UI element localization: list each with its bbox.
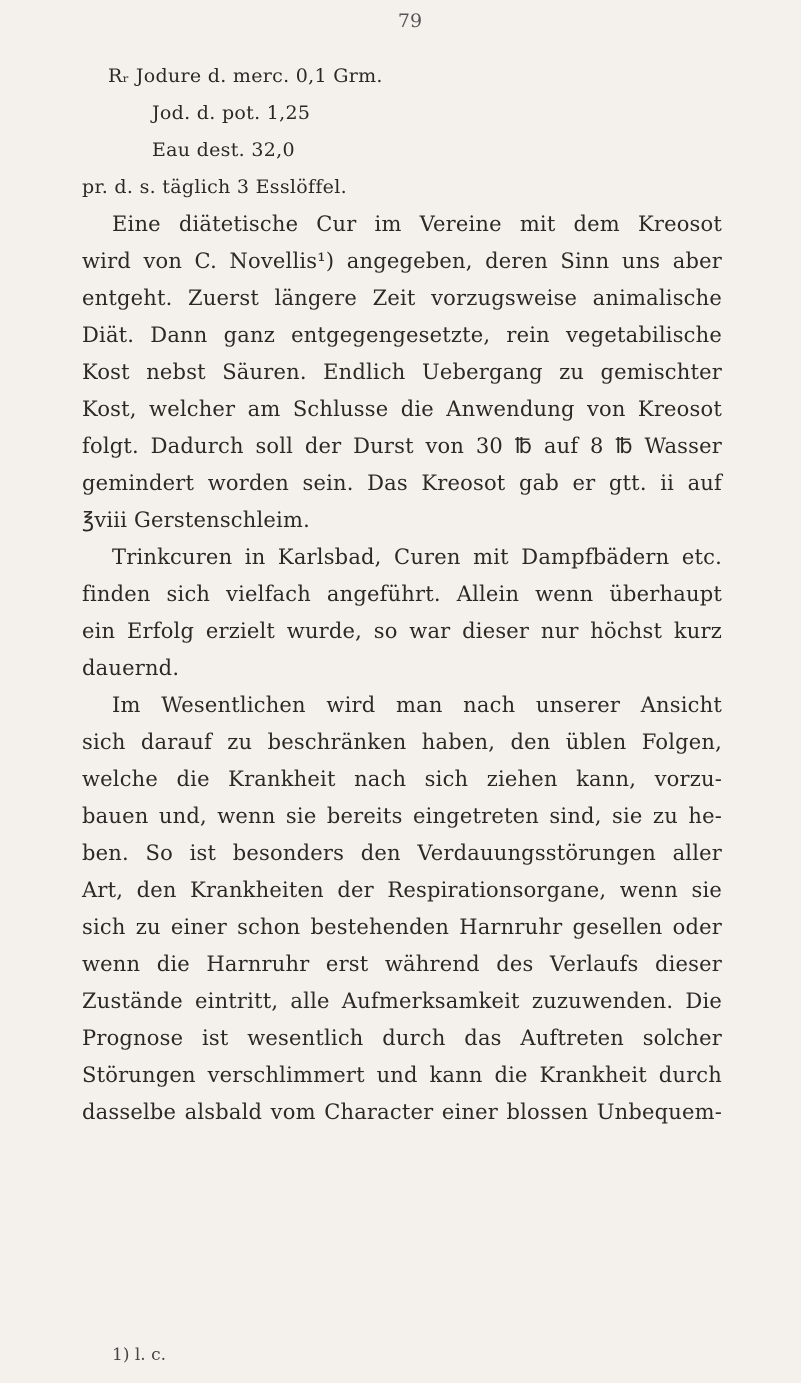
page-number: 79 <box>397 10 423 32</box>
text-line: ein Erfolg erzielt wurde, so war dieser nur höchst kurz <box>82 619 722 643</box>
text-line: sich darauf zu beschränken haben, den üblen Folgen, <box>82 730 722 754</box>
text-line: Art, den Krankheiten der Respirationsorgane, wenn sie <box>82 878 722 902</box>
text-line: gemindert worden sein. Das Kreosot gab er gtt. ii auf <box>82 471 722 495</box>
text-line: ℥viii Gerstenschleim. <box>82 508 310 532</box>
text-line: wird von C. Novellis¹) angegeben, deren Sinn uns aber <box>82 249 722 273</box>
text-line: Eine diätetische Cur im Vereine mit dem Kreosot <box>112 212 722 236</box>
text-line: folgt. Dadurch soll der Durst von 30 ℔ auf 8 ℔ Wasser <box>82 434 722 458</box>
text-line: Im Wesentlichen wird man nach unserer Ansicht <box>112 693 722 717</box>
text-line: sich zu einer schon bestehenden Harnruhr gesellen oder <box>82 915 722 939</box>
text-line: entgeht. Zuerst längere Zeit vorzugsweise animalische <box>82 286 722 310</box>
prescription-line: Rᵣ Jodure d. merc. 0,1 Grm. <box>108 65 383 87</box>
text-line: Diät. Dann ganz entgegengesetzte, rein vegetabilische <box>82 323 722 347</box>
prescription-line: Eau dest. 32,0 <box>152 139 295 161</box>
text-line: ben. So ist besonders den Verdauungsstörungen aller <box>82 841 722 865</box>
text-line: dasselbe alsbald vom Character einer blossen Unbequem- <box>82 1100 722 1124</box>
prescription-line: pr. d. s. täglich 3 Esslöffel. <box>82 176 347 198</box>
text-line: bauen und, wenn sie bereits eingetreten sind, sie zu he- <box>82 804 722 828</box>
text-line: Zustände eintritt, alle Aufmerksamkeit zuzuwenden. Die <box>82 989 722 1013</box>
text-line: dauernd. <box>82 656 180 680</box>
prescription-block <box>82 58 708 206</box>
body-text <box>82 206 722 1131</box>
text-line: welche die Krankheit nach sich ziehen kann, vorzu- <box>82 767 722 791</box>
prescription-line: Jod. d. pot. 1,25 <box>152 102 311 124</box>
text-line: wenn die Harnruhr erst während des Verlaufs dieser <box>82 952 722 976</box>
footnote: 1) l. c. <box>112 1345 167 1365</box>
text-line: finden sich vielfach angeführt. Allein wenn überhaupt <box>82 582 722 606</box>
text-line: Störungen verschlimmert und kann die Krankheit durch <box>82 1063 722 1087</box>
text-line: Prognose ist wesentlich durch das Auftreten solcher <box>82 1026 722 1050</box>
text-line: Trinkcuren in Karlsbad, Curen mit Dampfbädern etc. <box>112 545 722 569</box>
text-line: Kost nebst Säuren. Endlich Uebergang zu gemischter <box>82 360 722 384</box>
text-line: Kost, welcher am Schlusse die Anwendung von Kreosot <box>82 397 722 421</box>
